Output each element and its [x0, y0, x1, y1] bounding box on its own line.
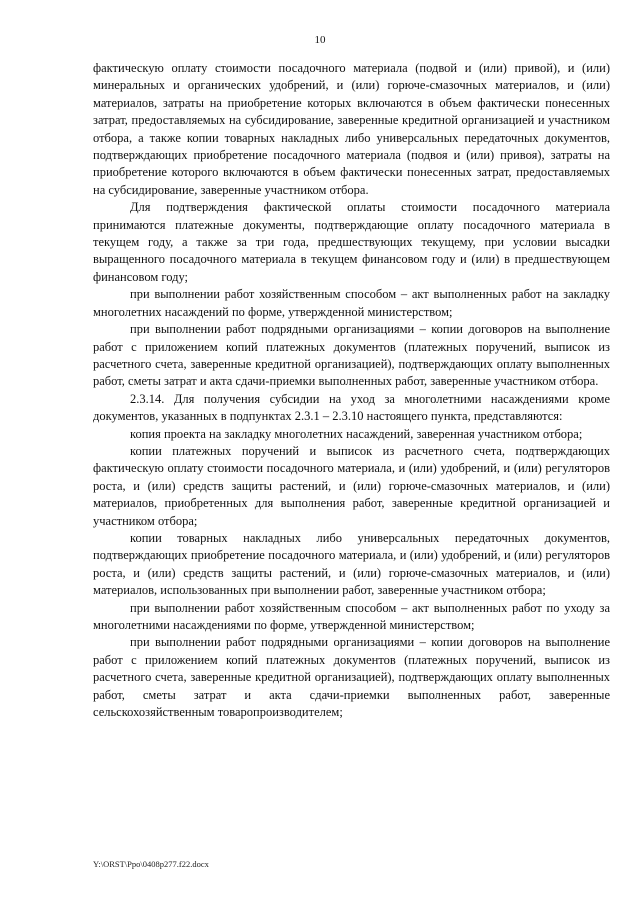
paragraph-8: копии товарных накладных либо универсальных передаточных документов, подтверждающих приобретение посадочного материала, и (или) удобрений, и (или) регуляторов роста, и (или) средств защиты растений, и (или) горюче-смазочных материалов, и (или) материалов, использованных при выполнении работ, заверенные участником отбора; — [93, 530, 610, 598]
page-number: 10 — [314, 34, 326, 46]
paragraph-3: при выполнении работ хозяйственным способом – акт выполненных работ на закладку многолетних насаждений по форме, утвержденной министерством; — [93, 287, 610, 319]
document-body — [93, 60, 610, 721]
paragraph-4: при выполнении работ подрядными организациями – копии договоров на выполнение работ с приложением копий платежных документов (платежных поручений, выписок из расчетного счета, заверенные кредитной организацией), подтверждающих оплату выполненных работ, сметы затрат и акта сдачи-приемки выполненных работ, заверенные участником отбора. — [93, 322, 610, 389]
paragraph-5: 2.3.14. Для получения субсидии на уход за многолетними насаждениями кроме документов, указанных в подпунктах 2.3.1 – 2.3.10 настоящего пункта, представляются: — [93, 391, 610, 424]
paragraph-2: Для подтверждения фактической оплаты стоимости посадочного материала принимаются платежные документы, подтверждающие оплату посадочного материала в текущем году, а также за три года, предшествующих текущему, при условии высадки выращенного посадочного материала в текущем финансовом году и (или) в предшествующем финансовом году; — [93, 200, 610, 284]
paragraph-10: при выполнении работ подрядными организациями – копии договоров на выполнение работ с приложением копий платежных документов (платежных поручений, выписок из расчетного счета, заверенные кредитной организацией), подтверждающих оплату выполненных работ, сметы затрат и акта сдачи-приемки выполненных работ, заверенные сельскохозяйственным товаропроизводителем; — [93, 635, 610, 720]
paragraph-9: при выполнении работ хозяйственным способом – акт выполненных работ по уходу за многолетними насаждениями по форме, утвержденной министерством; — [93, 600, 610, 632]
file-path-footer: Y:\ORST\Ppo\0408p277.f22.docx — [93, 859, 209, 869]
paragraph-7: копии платежных поручений и выписок из расчетного счета, подтверждающих фактическую оплату стоимости посадочного материала, и (или) удобрений, и (или) регуляторов роста, и (или) средств защиты растений, и (или) горюче-смазочных материалов, и (или) материалов, приобретенных для выполнения работ, заверенные кредитной организацией и участником отбора; — [93, 443, 610, 528]
paragraph-6: копия проекта на закладку многолетних насаждений, заверенная участником отбора; — [130, 426, 583, 441]
paragraph-1: фактическую оплату стоимости посадочного материала (подвой и (или) привой), и (или) минеральных и органических удобрений, и (или) горюче-смазочных материалов, и (или) материалов, затраты на приобретение которых включаются в объем фактически понесенных затрат, предоставляемых на субсидирование, заверенные кредитной организацией и участником отбора, а также копии товарных накладных либо универсальных передаточных документов, подтверждающих приобретение посадочного материала (подвоя и (или) привоя), затраты на приобретение которого включаются в объем фактически понесенных затрат, предоставляемых на субсидирование, заверенные участником отбора. — [93, 61, 610, 197]
